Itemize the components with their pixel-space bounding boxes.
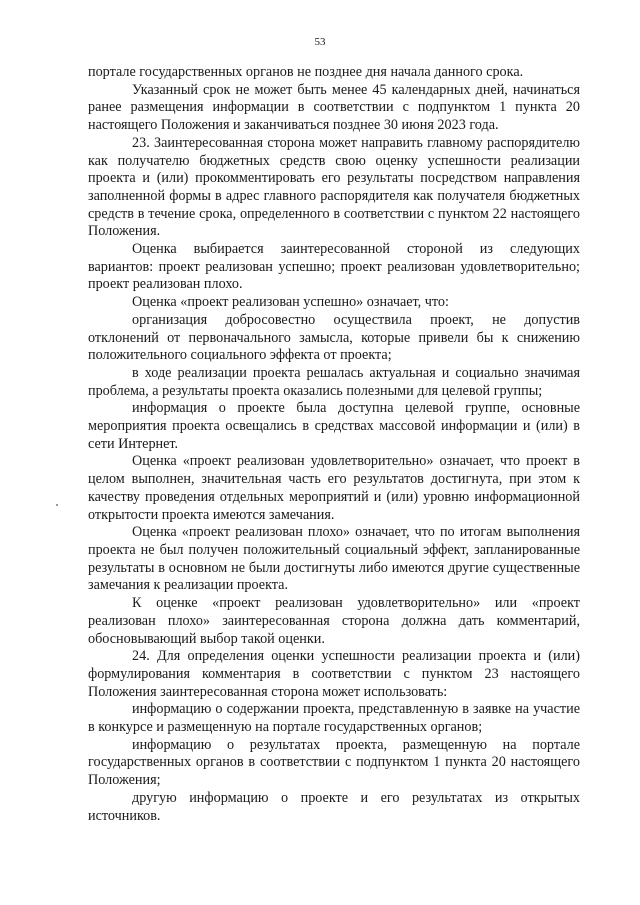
paragraph-item-24: 24. Для определения оценки успешности реализации проекта и (или) формулирования комментария в соответствии с пунктом 23 настоящего Положения заинтересованная сторона может использовать: (88, 648, 580, 700)
page-number: 53 (314, 36, 326, 48)
paragraph-success-criterion-3: информация о проекте была доступна целевой группе, основные мероприятия проекта освещались в средствах массовой информации и (или) в сети Интернет. (88, 400, 580, 452)
paragraph-success-definition: Оценка «проект реализован успешно» означает, что: (132, 294, 449, 311)
paragraph-rating-options: Оценка выбирается заинтересованной стороной из следующих вариантов: проект реализован успешно; проект реализован удовлетворительно; проект реализован плохо. (88, 241, 580, 293)
paragraph-success-criterion-2: в ходе реализации проекта решалась актуальная и социально значимая проблема, а результаты проекта оказались полезными для целевой группы; (88, 364, 580, 399)
paragraph-item-23: 23. Заинтересованная сторона может направить главному распорядителю как получателю бюджетных средств свою оценку успешности реализации проекта и (или) прокомментировать его результаты посредством направления заполненной формы в адрес главного распорядителя как получателя бюджетных средств в течение срока, определенного в соответствии с пунктом 22 настоящего Положения. (88, 134, 580, 240)
paragraph-poor-definition: Оценка «проект реализован плохо» означает, что по итогам выполнения проекта не был получен положительный социальный эффект, запланированные результаты в основном не были достигнуты либо имеются другие существенные замечания к реализации проекта. (88, 524, 580, 594)
paragraph-satisfactory-definition: Оценка «проект реализован удовлетворительно» означает, что проект в целом выполнен, значительная часть его результатов достигнута, при этом к качеству проведения отдельных мероприятий и (или) уровню информационной открытости проекта имеются замечания. (88, 453, 580, 523)
paragraph-source-1: информацию о содержании проекта, представленную в заявке на участие в конкурсе и размещенную на портале государственных органов; (88, 701, 580, 736)
document-body (88, 64, 580, 825)
paragraph-continuation: портале государственных органов не позднее дня начала данного срока. (88, 64, 524, 80)
paragraph-deadline: Указанный срок не может быть менее 45 календарных дней, начинаться ранее размещения информации в соответствии с подпунктом 1 пункта 20 настоящего Положения и заканчиваться позднее 30 июня 2023 года. (88, 81, 580, 134)
margin-mark (56, 504, 58, 506)
paragraph-source-3: другую информацию о проекте и его результатах из открытых источников. (88, 789, 580, 824)
paragraph-source-2: информацию о результатах проекта, размещенную на портале государственных органов в соответствии с подпунктом 1 пункта 20 настоящего Положения; (88, 736, 580, 789)
paragraph-comment-requirement: К оценке «проект реализован удовлетворительно» или «проект реализован плохо» заинтересованная сторона должна дать комментарий, обосновывающий выбор такой оценки. (88, 595, 580, 647)
paragraph-success-criterion-1: организация добросовестно осуществила проект, не допустив отклонений от первоначального замысла, которые привели бы к снижению положительного социального эффекта от проекта; (88, 311, 580, 364)
